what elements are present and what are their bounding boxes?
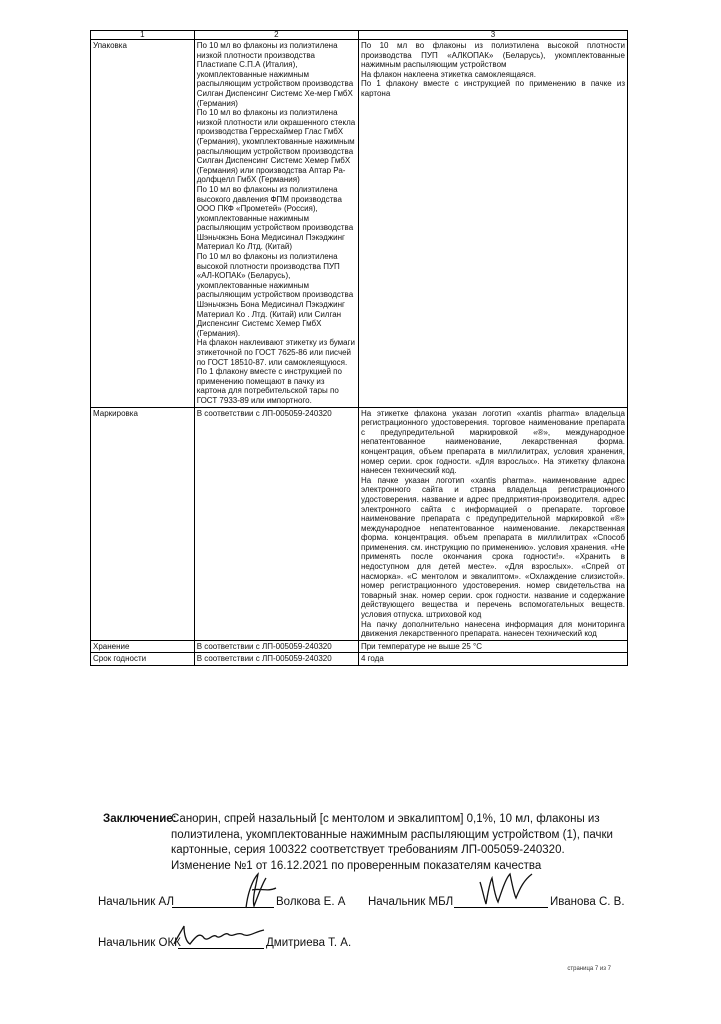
paragraph: На пачке указан логотип «xantis pharma». наименование адрес электронного сайта и страна владельца регистрационного удостоверения. название и адрес предприятия-производителя. адрес электронного сайта с информацией о препарате. торговое наименование препарата с предупредительной маркировкой «®» международное непатентованное наименование. лекарственная форма. концентрация. объем препарата в миллилитрах «Способ применения. см. инструкцию по применению». условия хранения. «Не применять после окончания срока годности!». «Хранить в недоступном для детей месте». «Для взрослых». «Спрей от насморка». «С ментолом и эвкалиптом». «Охлаждение слизистой». номер регистрационного удостоверения. номер свидетельства на товарный знак. номер серии. срок годности. название и содержание действующего вещества и перечень вспомогательных веществ. условия отпуска. штриховой код bbox=[360, 475, 625, 620]
labeling-requirements bbox=[194, 407, 358, 640]
shelf-life-results: 4 года bbox=[358, 653, 627, 666]
table-row-shelf-life bbox=[91, 653, 628, 666]
paragraph: На пачку дополнительно нанесена информация для мониторинга движения лекарственного препарата. нанесен технический код bbox=[360, 619, 625, 639]
signature-name-okk: Дмитриева Т. А. bbox=[266, 937, 352, 949]
row-label: Упаковка bbox=[91, 40, 195, 408]
packaging-requirements bbox=[194, 40, 358, 408]
labeling-results bbox=[358, 407, 627, 640]
paragraph: По 10 мл во флаконы из полиэтилена высокой плотности производства ПУП «АЛКОПАК» (Беларусь), укомплектованные нажимным распыляющим устройством bbox=[360, 41, 625, 70]
storage-results: При температуре не выше 25 °С bbox=[358, 640, 627, 653]
column-header: 2 bbox=[194, 31, 358, 40]
paragraph: По 10 мл во флаконы из полиэтилена высокого давления ФПМ производства ООО ПКФ «Прометей» (Россия), укомплектованные нажимным распыляющим устройством производства Шэньчжэнь Бона Медисинал Пэкэджинг Материал Ко Лтд. (Китай) bbox=[196, 184, 354, 252]
handwritten-signature-icon bbox=[232, 870, 280, 912]
signature-name-al: Волкова Е. А bbox=[276, 896, 346, 908]
signature-name-mbl: Иванова С. В. bbox=[550, 896, 625, 908]
handwritten-signature-icon bbox=[476, 868, 536, 908]
storage-requirements: В соответствии с ЛП-005059-240320 bbox=[194, 640, 358, 653]
row-label: Хранение bbox=[91, 640, 195, 653]
table-row-labeling bbox=[91, 407, 628, 640]
signature-title-okk: Начальник ОКК bbox=[98, 937, 181, 949]
paragraph: По 10 мл во флаконы из полиэтилена высокой плотности производства ПУП «АЛ-КОПАК» (Беларусь), укомплектованные нажимным распыляющим устройством производства Шэньчжэнь Бона Медисинал Пэкэджинг Материал Ко . Лтд. (Китай) или Силган Диспенсинг Системс Хемер ГмбХ (Германия). bbox=[196, 252, 354, 338]
paragraph: По 1 флакону вместе с инструкцией по применению в пачке из картона bbox=[360, 79, 625, 98]
handwritten-signature-icon bbox=[170, 918, 270, 952]
table-row-storage bbox=[91, 640, 628, 653]
table-row-packaging bbox=[91, 40, 628, 408]
signature-title-mbl: Начальник МБЛ bbox=[368, 896, 454, 908]
page-number: страница 7 из 7 bbox=[567, 966, 611, 972]
row-label: Срок годности bbox=[91, 653, 195, 666]
packaging-results bbox=[358, 40, 627, 408]
paragraph: По 1 флакону вместе с инструкцией по применению помещают в пачку из картона для потребительской тары по ГОСТ 7933-89 или импортного. bbox=[196, 367, 342, 405]
shelf-life-requirements: В соответствии с ЛП-005059-240320 bbox=[194, 653, 358, 666]
row-label: Маркировка bbox=[91, 407, 195, 640]
paragraph: На флакон наклеена этикетка самоклеящаяся. bbox=[360, 69, 536, 79]
table-header-row bbox=[91, 31, 628, 40]
paragraph: По 10 мл во флаконы из полиэтилена низкой плотности или окрашенного стекла производства Герресхаймер Глас ГмбХ (Германия), укомплектованные нажимным распыляющим устройством производства Силган Диспенсинг Системс Хемер ГмбХ (Германия) или производства Аптар Ра-долфцелл ГмбХ (Германия) bbox=[196, 108, 356, 185]
column-header: 1 bbox=[91, 31, 195, 40]
column-header: 3 bbox=[358, 31, 627, 40]
signature-title-al: Начальник АЛ bbox=[98, 896, 175, 908]
specification-table bbox=[90, 30, 628, 666]
conclusion-block bbox=[103, 812, 623, 874]
paragraph: По 10 мл во флаконы из полиэтилена низкой плотности производства Пластиапе С.П.А (Италия), укомплектованные нажимным распыляющим устройством производства Силган Диспенсинг Системс Хе-мер ГмбХ (Германия) bbox=[196, 41, 354, 108]
conclusion-text: Санорин, спрей назальный [с ментолом и эвкалиптом] 0,1%, 10 мл, флаконы из полиэтилена, укомплектованные нажимным распыляющим устройством (1), пачки картонные, серия 100322 соответствует требованиям ЛП-005059-240320. Изменение №1 от 16.12.2021 по проверенным показателям качества bbox=[171, 813, 613, 872]
conclusion-label: Заключение: bbox=[103, 813, 177, 825]
paragraph: В соответствии с ЛП-005059-240320 bbox=[196, 408, 332, 418]
paragraph: На этикетке флакона указан логотип «xantis pharma» владельца регистрационного удостоверения. торговое наименование препарата с предупредительной маркировкой «®», международное непатентованное наименование, лекарственная форма. концентрация, объем препарата в миллилитрах, условия хранения, номер серии. срок годности. «Для взрослых». На этикетку флакона нанесен технический код. bbox=[360, 408, 625, 476]
paragraph: На флакон наклеивают этикетку из бумаги этикеточной по ГОСТ 7625-86 или писчей по ГОСТ 18510-87. или самоклеящуюся. bbox=[196, 338, 356, 367]
